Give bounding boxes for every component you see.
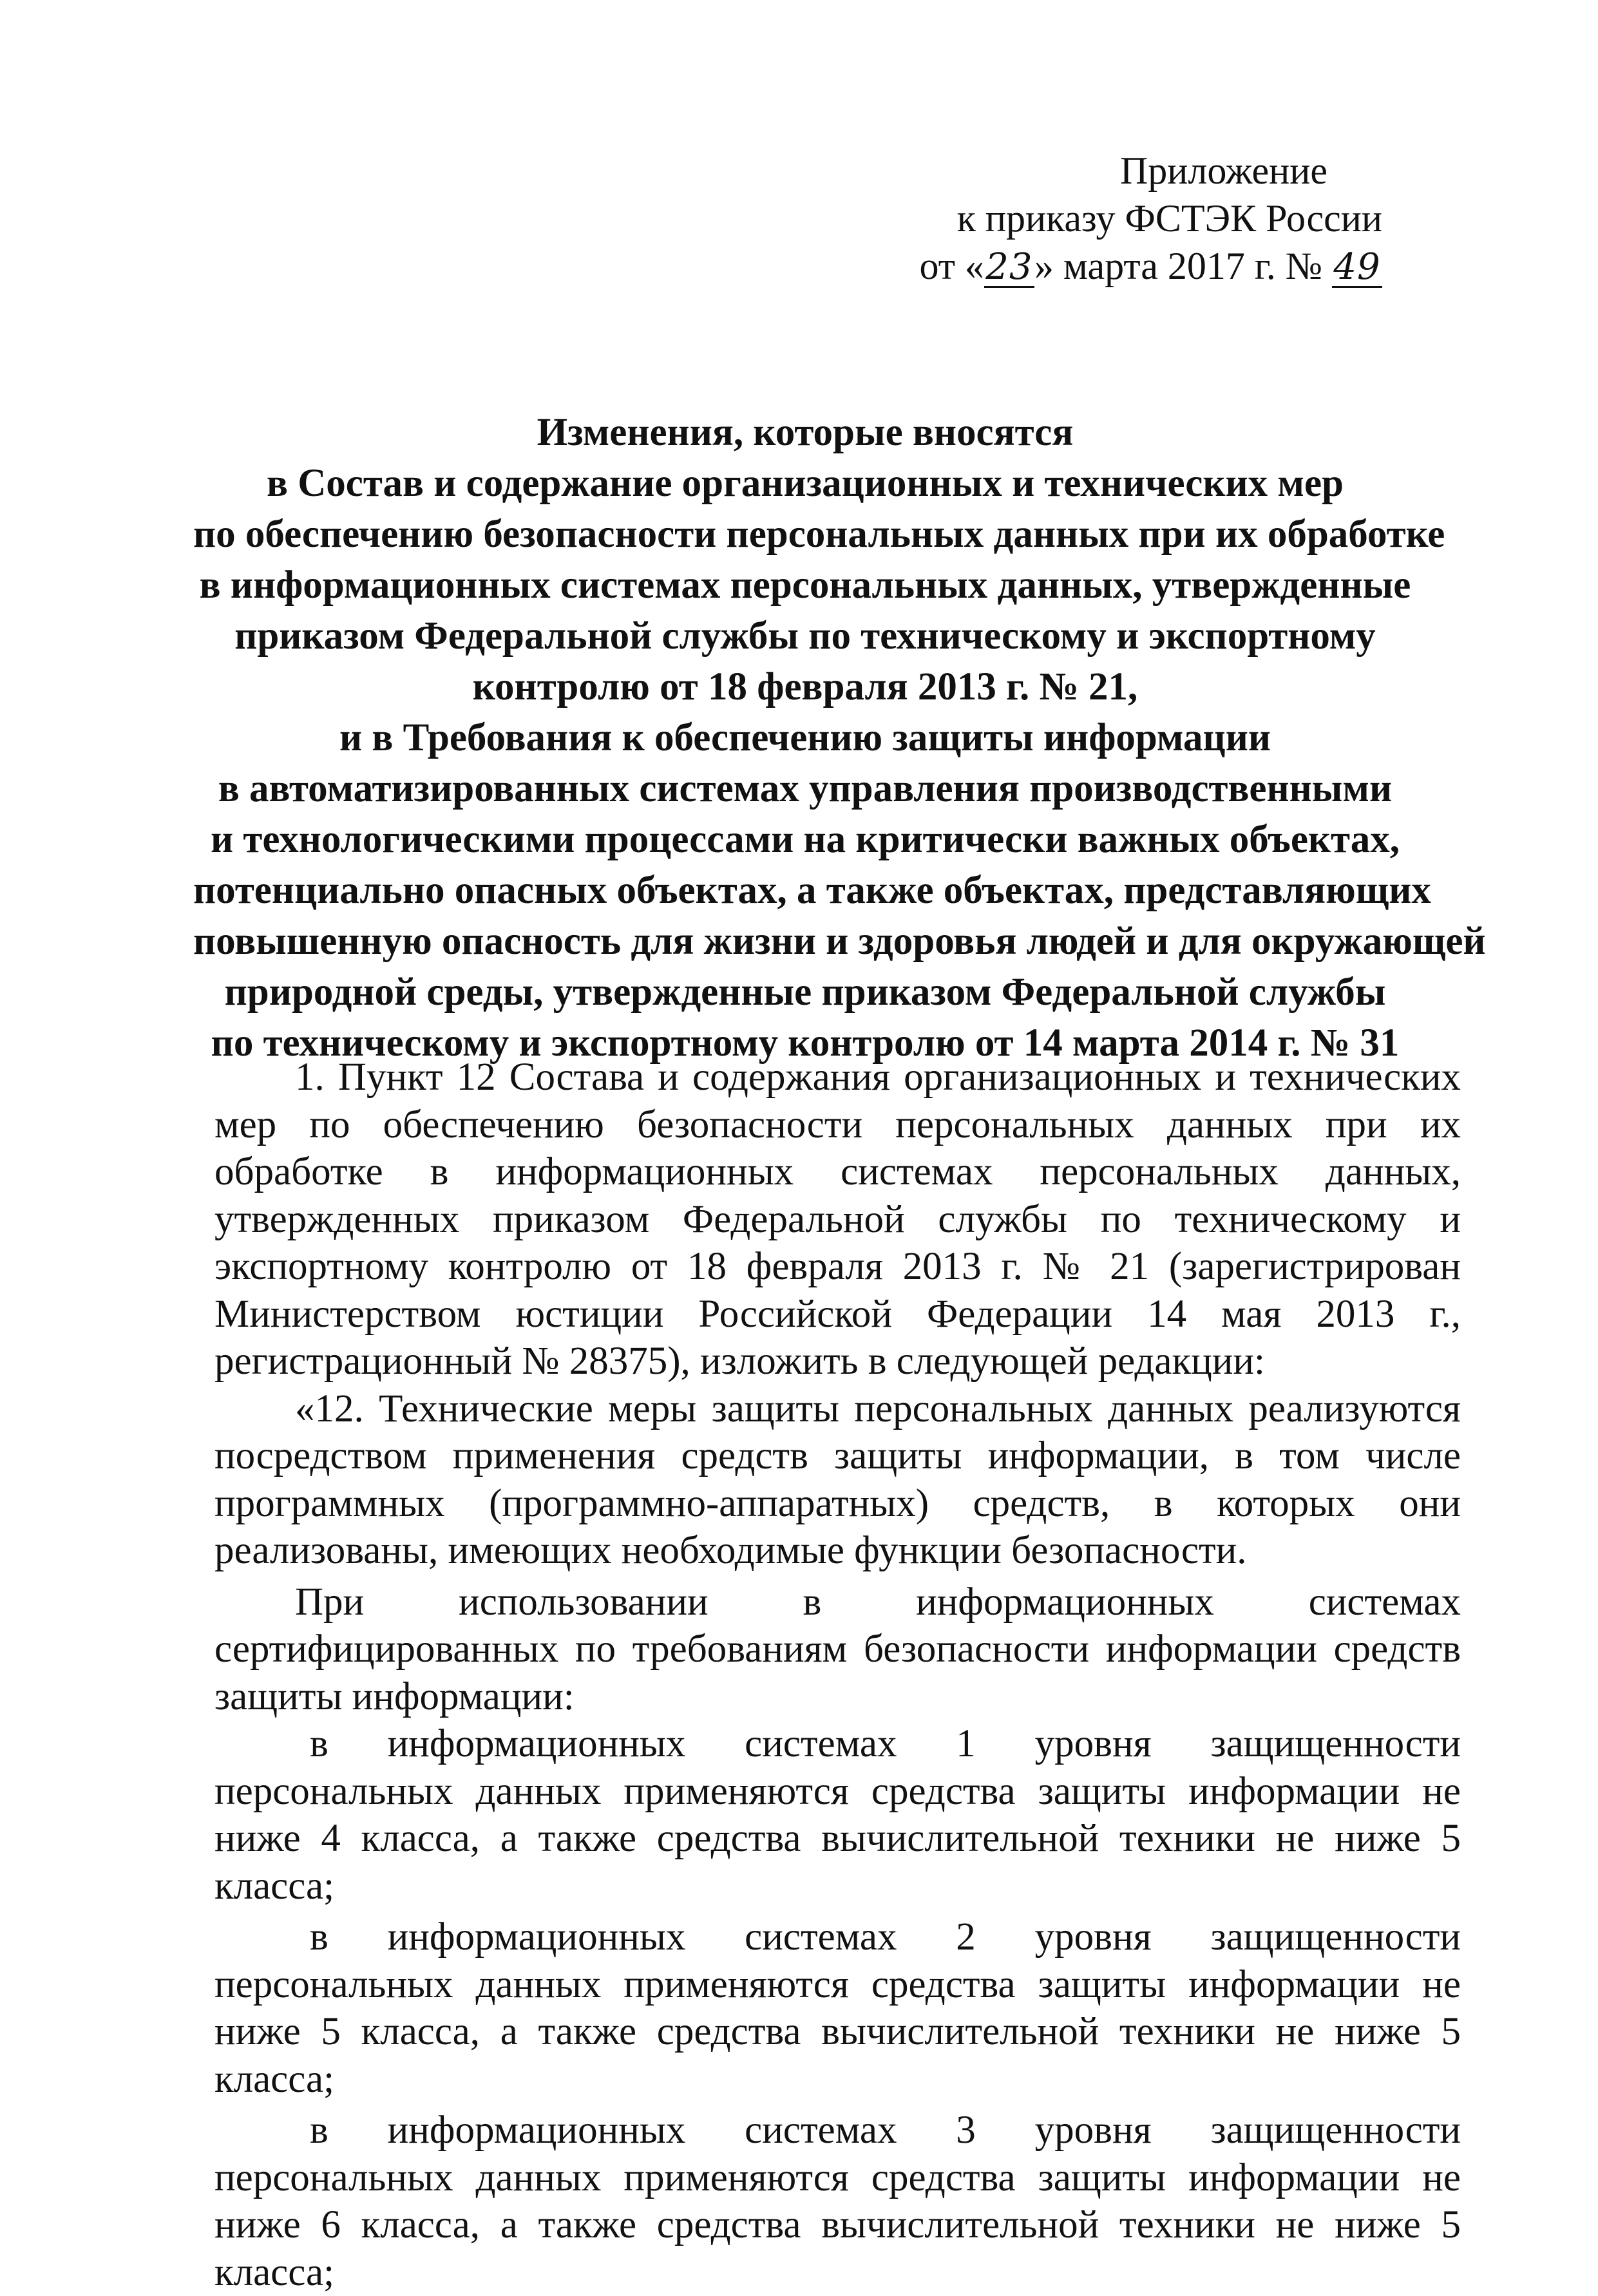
date-prefix: от «	[919, 245, 984, 287]
title-line: повышенную опасность для жизни и здоровья людей и для окружающей	[193, 920, 1486, 963]
paragraph-1: 1. Пункт 12 Состава и содержания организационных и технических мер по обеспечению безопасности персональных данных при их обработке в информационных системах персональных данных, утвержденных приказом Федеральной службы по техническому и экспортному контролю от 18 февраля 2013 г. № 21 (зарегистрирован Министерством юстиции Российской Федерации 14 мая 2013 г., регистрационный № 28375), изложить в следующей редакции:	[214, 1056, 1461, 1383]
appendix-date-line	[867, 242, 1382, 290]
title-line: в автоматизированных системах управления производственными	[218, 767, 1393, 810]
paragraph-3: При использовании в информационных системах сертифицированных по требованиям безопасности информации средств защиты информации:	[214, 1580, 1461, 1718]
handwritten-day: 23	[984, 247, 1034, 288]
handwritten-number: 49	[1332, 247, 1382, 288]
date-middle: » марта 2017 г. №	[1034, 245, 1322, 287]
appendix-label: Приложение	[1119, 149, 1327, 192]
title-line: в Состав и содержание организационных и технических мер	[267, 462, 1344, 505]
title-line: в информационных системах персональных данных, утвержденные	[199, 564, 1411, 607]
document-body	[214, 1054, 1461, 2296]
document-title	[193, 407, 1486, 1068]
paragraph-6: в информационных системах 3 уровня защищенности персональных данных применяются средства защиты информации не ниже 6 класса, а также средства вычислительной техники не ниже 5 класса;	[214, 2109, 1461, 2294]
title-line: по обеспечению безопасности персональных данных при их обработке	[193, 513, 1445, 556]
appendix-header	[867, 147, 1382, 290]
title-line: природной среды, утвержденные приказом Федеральной службы	[224, 971, 1386, 1014]
title-line: Изменения, которые вносятся	[537, 411, 1074, 454]
paragraph-2: «12. Технические меры защиты персональных данных реализуются посредством применения средств защиты информации, в том числе программных (программно-аппаратных) средств, в которых они реализованы, имеющих необходимые функции безопасности.	[214, 1387, 1461, 1572]
paragraph-5: в информационных системах 2 уровня защищенности персональных данных применяются средства защиты информации не ниже 5 класса, а также средства вычислительной техники не ниже 5 класса;	[214, 1915, 1461, 2101]
title-line: и технологическими процессами на критически важных объектах,	[210, 818, 1400, 861]
title-line: по техническому и экспортному контролю от 14 марта 2014 г. № 31	[211, 1021, 1400, 1065]
title-line: контролю от 18 февраля 2013 г. № 21,	[472, 665, 1138, 708]
appendix-order-ref: к приказу ФСТЭК России	[956, 197, 1382, 240]
title-line: и в Требования к обеспечению защиты информации	[339, 716, 1271, 759]
title-line: приказом Федеральной службы по техническому и экспортному	[234, 614, 1376, 658]
title-line: потенциально опасных объектах, а также объектах, представляющих	[193, 869, 1431, 912]
paragraph-4: в информационных системах 1 уровня защищенности персональных данных применяются средства защиты информации не ниже 4 класса, а также средства вычислительной техники не ниже 5 класса;	[214, 1722, 1461, 1908]
